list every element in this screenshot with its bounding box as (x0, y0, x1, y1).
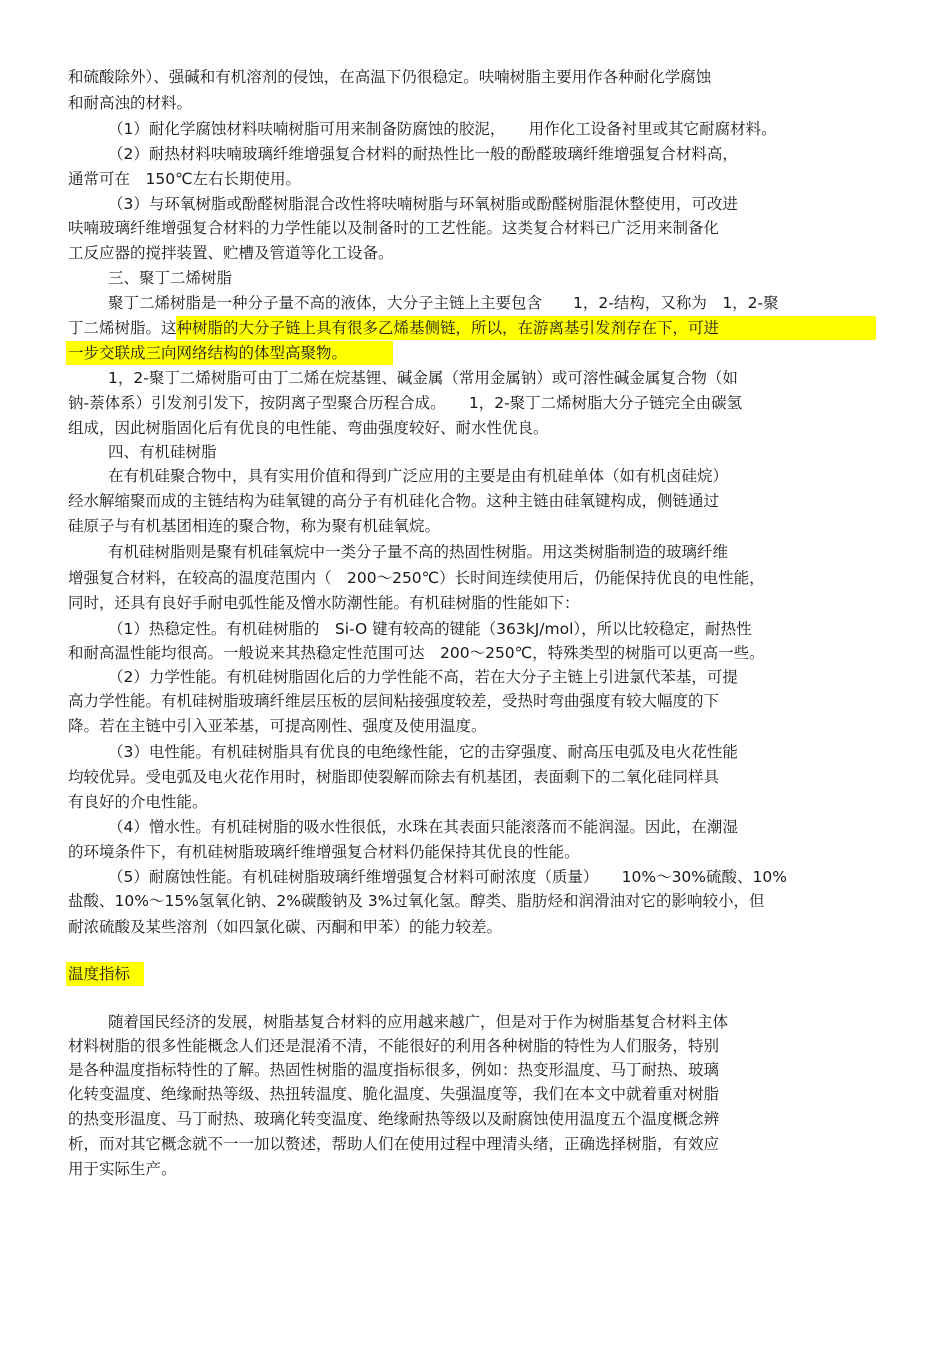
text-line: 工反应器的搅拌装置、贮槽及管道等化工设备。 (68, 244, 394, 262)
text-line: 经水解缩聚而成的主链结构为硅氧键的高分子有机硅化合物。这种主链由硅氧键构成，侧链通过 (68, 492, 720, 510)
text-line: 和耐高浊的材料。 (68, 94, 193, 112)
text-line: 有良好的介电性能。 (68, 793, 208, 811)
text-line: 降。若在主链中引入亚苯基，可提高刚性、强度及使用温度。 (68, 717, 487, 735)
text-line: （1）耐化学腐蚀材料呋喃树脂可用来制备防腐蚀的胶泥， 用作化工设备衬里或其它耐腐材料。 (108, 120, 777, 138)
text-line: 同时，还具有良好手耐电弧性能及憎水防潮性能。有机硅树脂的性能如下： (68, 594, 580, 612)
text-line (68, 319, 719, 337)
highlighted-text: 一步交联成三向网络结构的体型高聚物。 (68, 344, 348, 362)
text-line: 在有机硅聚合物中，具有实用价值和得到广泛应用的主要是由有机硅单体（如有机卤硅烷） (108, 467, 729, 485)
text-line: 聚丁二烯树脂是一种分子量不高的液体，大分子主链上主要包含 1，2-结构，又称为 1，2-聚 (108, 294, 779, 312)
text-line: 和硫酸除外）、强碱和有机溶剂的侵蚀，在高温下仍很稳定。呋喃树脂主要用作各种耐化学腐蚀 (68, 68, 712, 86)
text-line: 1，2-聚丁二烯树脂可由丁二烯在烷基锂、碱金属（常用金属钠）或可溶性碱金属复合物（如 (108, 369, 738, 387)
text-line: 的热变形温度、马丁耐热、玻璃化转变温度、绝缘耐热等级以及耐腐蚀使用温度五个温度概念辨 (68, 1110, 720, 1128)
text-line: 高力学性能。有机硅树脂玻璃纤维层压板的层间粘接强度较差，受热时弯曲强度有较大幅度的下 (68, 692, 720, 710)
text-line: 硅原子与有机基团相连的聚合物，称为聚有机硅氧烷。 (68, 517, 441, 535)
text-line: 呋喃玻璃纤维增强复合材料的力学性能以及制备时的工艺性能。这类复合材料已广泛用来制备化 (68, 219, 720, 237)
text-line: 是各种温度指标特性的了解。热固性树脂的温度指标很多，例如：热变形温度、马丁耐热、玻璃 (68, 1061, 720, 1079)
text-line: 均较优异。受电弧及电火花作用时，树脂即使裂解而除去有机基团，表面剩下的二氧化硅同样具 (68, 768, 720, 786)
text-line: 的环境条件下，有机硅树脂玻璃纤维增强复合材料仍能保持其优良的性能。 (68, 843, 580, 861)
text-line: （2）耐热材料呋喃玻璃纤维增强复合材料的耐热性比一般的酚醛玻璃纤维增强复合材料高， (108, 145, 738, 163)
text-line: （5）耐腐蚀性能。有机硅树脂玻璃纤维增强复合材料可耐浓度（质量） 10%～30%硫酸、10% (108, 868, 787, 886)
text-line: （4）憎水性。有机硅树脂的吸水性很低，水珠在其表面只能滚落而不能润湿。因此，在潮湿 (108, 818, 738, 836)
text-line: 耐浓硫酸及某些溶剂（如四氯化碳、丙酮和甲苯）的能力较差。 (68, 918, 503, 936)
text-line: 增强复合材料，在较高的温度范围内（ 200～250℃）长时间连续使用后，仍能保持优良的电性能， (68, 569, 765, 587)
text-line: （3）电性能。有机硅树脂具有优良的电绝缘性能，它的击穿强度、耐高压电弧及电火花性能 (108, 743, 738, 761)
text-segment: 丁二烯树脂。 (68, 319, 162, 337)
text-line: 盐酸、10%～15%氢氧化钠、2%碳酸钠及 3%过氧化氢。醇类、脂肪烃和润滑油对它的影响较小，但 (68, 892, 765, 910)
section-heading: 三、聚丁二烯树脂 (108, 269, 233, 287)
section-heading: 温度指标 (68, 965, 131, 983)
text-line: 随着国民经济的发展，树脂基复合材料的应用越来越广，但是对于作为树脂基复合材料主体 (108, 1013, 729, 1031)
text-line: 和耐高温性能均很高。一般说来其热稳定性范围可达 200～250℃，特殊类型的树脂可以更高一些。 (68, 644, 765, 662)
section-heading: 四、有机硅树脂 (108, 443, 217, 461)
text-line: 析，而对其它概念就不一一加以赘述，帮助人们在使用过程中理清头绪，正确选择树脂，有效应 (68, 1135, 720, 1153)
text-line: 用于实际生产。 (68, 1160, 177, 1178)
text-line: 组成，因此树脂固化后有优良的电性能、弯曲强度较好、耐水性优良。 (68, 419, 549, 437)
text-line: 钠-萘体系）引发剂引发下，按阴离子型聚合历程合成。 1，2-聚丁二烯树脂大分子链完全由碳氢 (68, 394, 743, 412)
text-line: 材料树脂的很多性能概念人们还是混淆不清，不能很好的利用各种树脂的特性为人们服务，特别 (68, 1037, 720, 1055)
text-line: 化转变温度、绝缘耐热等级、热扭转温度、脆化温度、失强温度等，我们在本文中就着重对树脂 (68, 1085, 720, 1103)
text-line: 通常可在 150℃左右长期使用。 (68, 170, 301, 188)
text-line: 有机硅树脂则是聚有机硅氧烷中一类分子量不高的热固性树脂。用这类树脂制造的玻璃纤维 (108, 543, 729, 561)
text-line: （2）力学性能。有机硅树脂固化后的力学性能不高，若在大分子主链上引进氯代苯基，可提 (108, 668, 738, 686)
highlighted-text: 这种树脂的大分子链上具有很多乙烯基侧链，所以，在游离基引发剂存在下，可进 (161, 319, 720, 337)
text-line: （1）热稳定性。有机硅树脂的 Si-O 键有较高的键能（363kJ/mol），所以比较稳定，耐热性 (108, 620, 752, 638)
text-line: （3）与环氧树脂或酚醛树脂混合改性将呋喃树脂与环氧树脂或酚醛树脂混休整使用，可改进 (108, 195, 738, 213)
